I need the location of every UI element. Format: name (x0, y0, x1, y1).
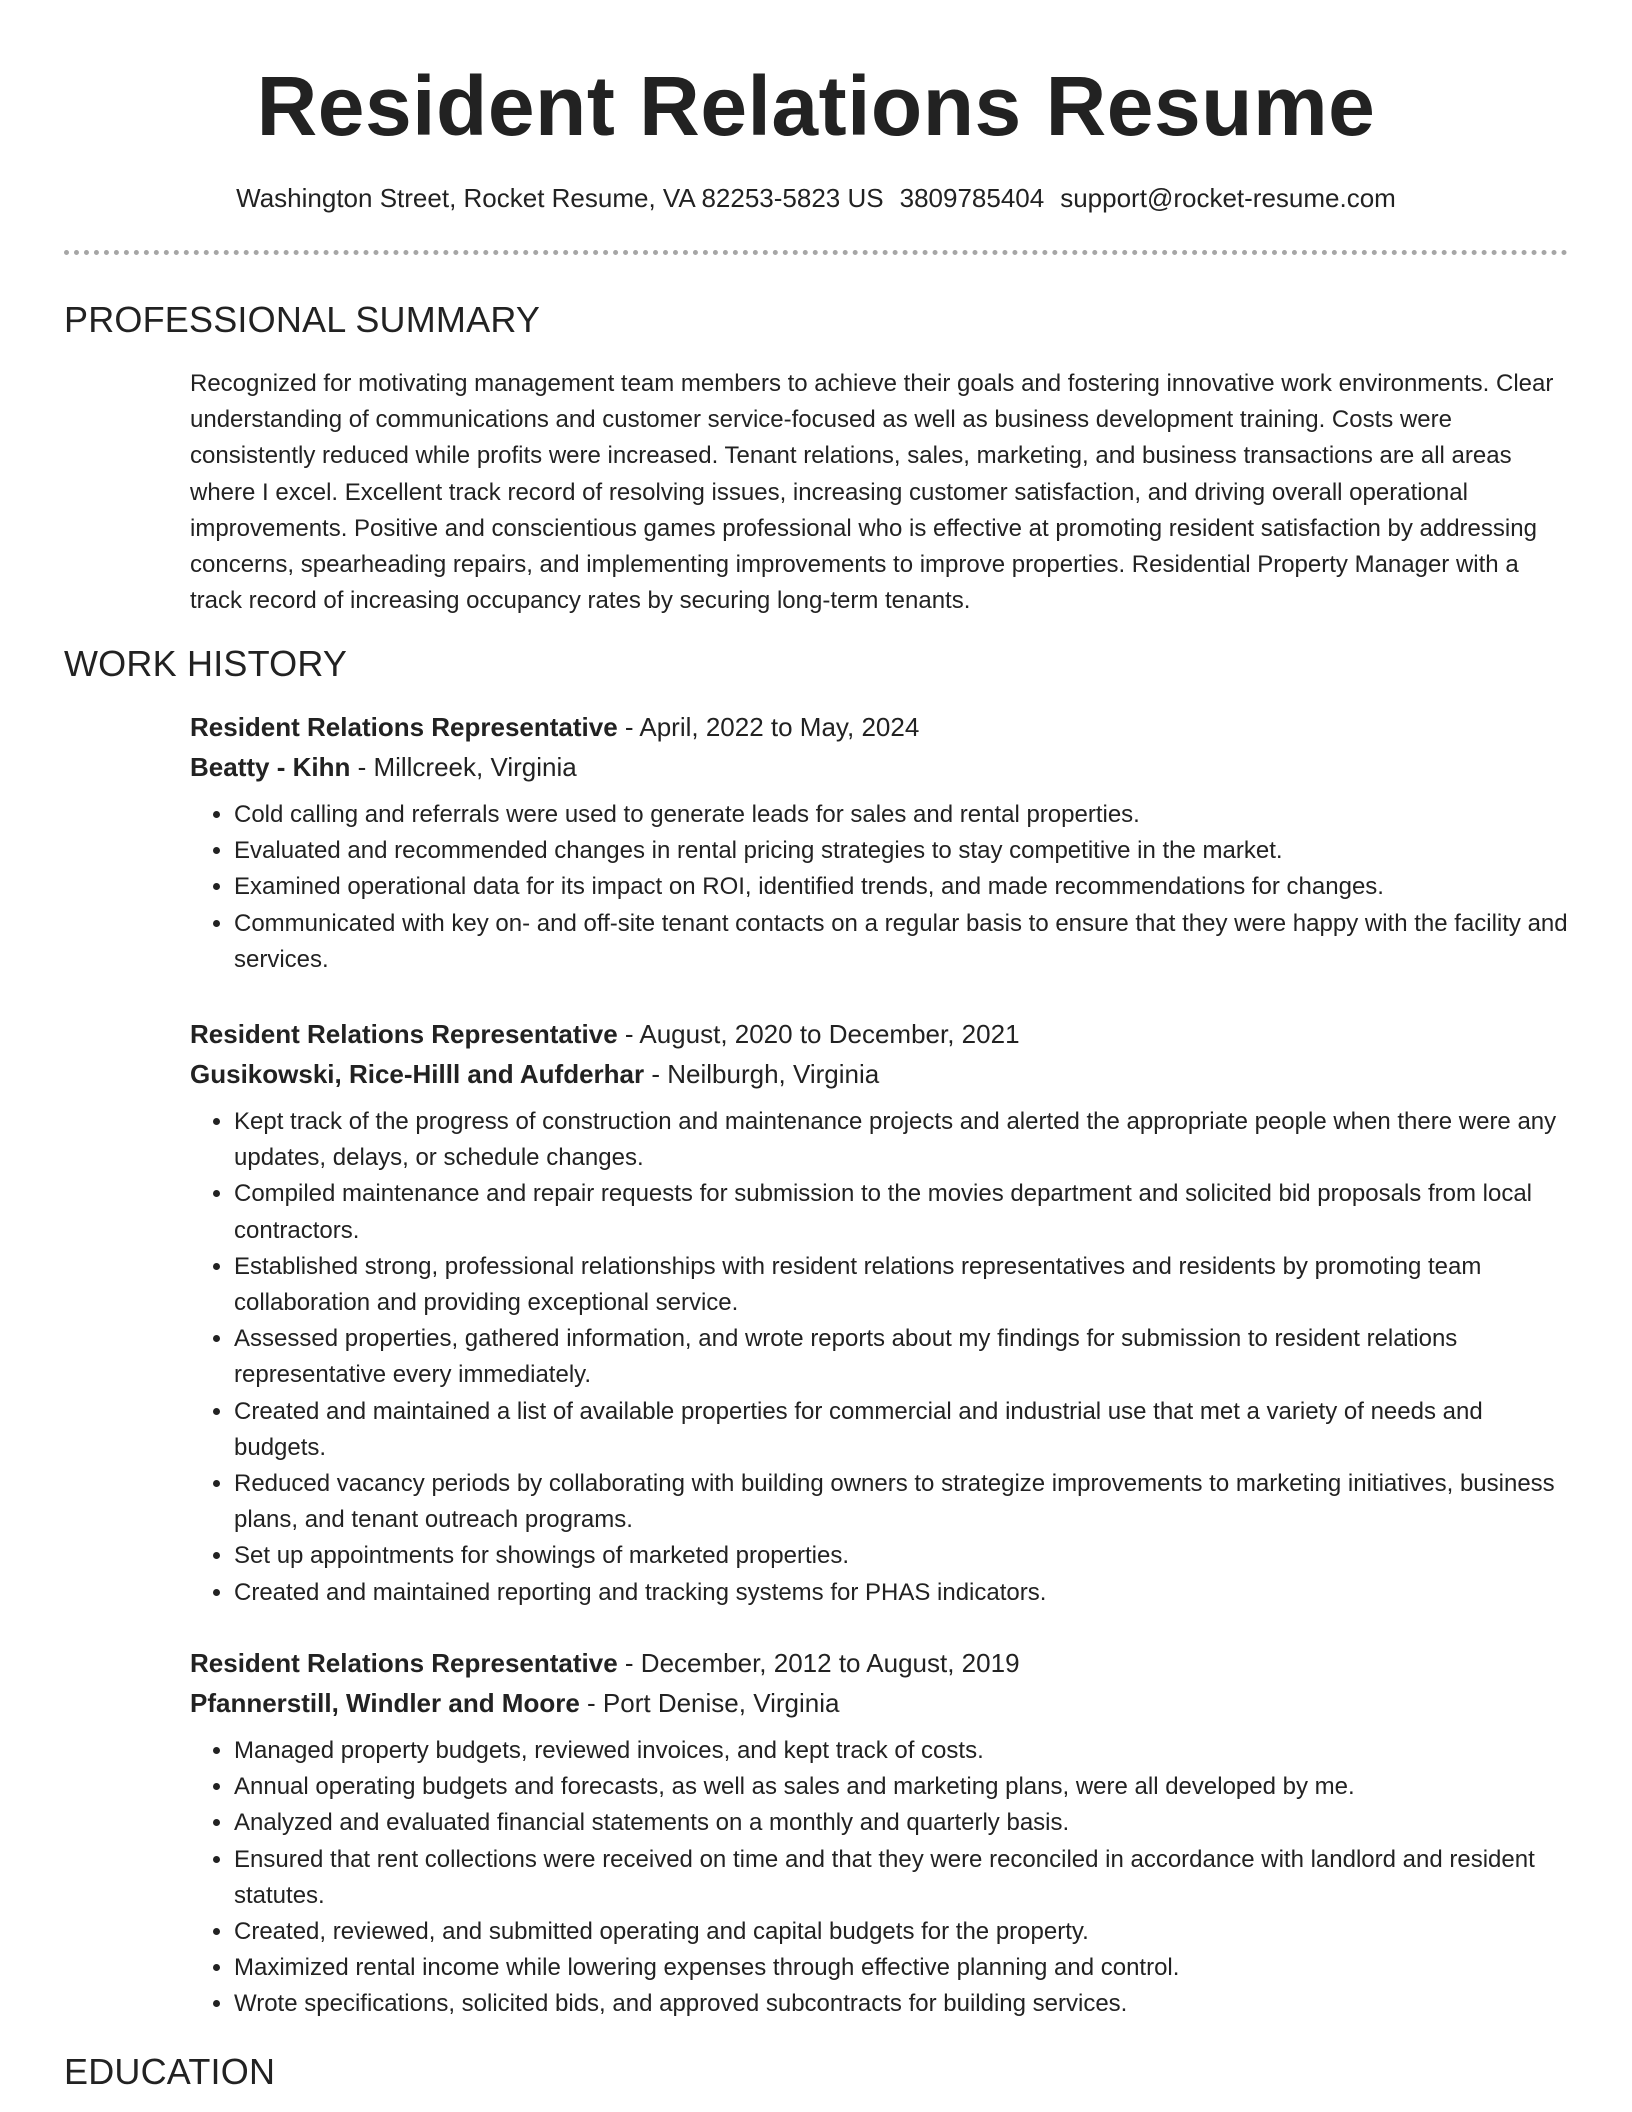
contact-phone: 3809785404 (899, 183, 1045, 213)
job-bullet: • Created and maintained a list of available properties for commercial and industrial use that met a variety of needs and budgets. (234, 1394, 1570, 1466)
job-bullet: • Maximized rental income while lowering expenses through effective planning and control. (234, 1950, 1570, 1986)
job-bullet: • Assessed properties, gathered information, and wrote reports about my findings for submission to resident relations representative every immediately. (234, 1321, 1570, 1393)
header-divider (64, 250, 1568, 255)
job-bullet: • Evaluated and recommended changes in rental pricing strategies to stay competitive in the market. (234, 833, 1570, 869)
job-title-line (190, 707, 1570, 747)
job-title: Resident Relations Representative (190, 1648, 618, 1678)
job-entry (190, 707, 1570, 978)
contact-info (0, 180, 1632, 216)
job-bullet: • Established strong, professional relationships with resident relations representatives and residents by promoting team collaboration and providing exceptional service. (234, 1249, 1570, 1321)
job-bullet: • Set up appointments for showings of marketed properties. (234, 1538, 1570, 1574)
job-entry (190, 1014, 1570, 1611)
section-title-work-history: WORK HISTORY (64, 643, 348, 684)
job-bullets (190, 797, 1570, 978)
job-company-line (190, 747, 1570, 787)
job-title: Resident Relations Representative (190, 712, 618, 742)
job-title-line (190, 1014, 1570, 1054)
job-entry (190, 1643, 1570, 2023)
job-bullet: • Communicated with key on- and off-site tenant contacts on a regular basis to ensure that they were happy with the facility and services. (234, 906, 1570, 978)
resume-title: Resident Relations Resume (256, 59, 1376, 153)
section-title-professional-summary: PROFESSIONAL SUMMARY (64, 299, 541, 340)
job-bullet: • Cold calling and referrals were used to generate leads for sales and rental properties. (234, 797, 1570, 833)
job-title: Resident Relations Representative (190, 1019, 618, 1049)
job-bullet: • Compiled maintenance and repair requests for submission to the movies department and solicited bid proposals from local contractors. (234, 1176, 1570, 1248)
job-company: Pfannerstill, Windler and Moore (190, 1688, 580, 1718)
job-bullet: • Annual operating budgets and forecasts, as well as sales and marketing plans, were all developed by me. (234, 1769, 1570, 1805)
job-location: - Port Denise, Virginia (579, 1688, 840, 1718)
job-bullet: • Kept track of the progress of construction and maintenance projects and alerted the appropriate people when there were any updates, delays, or schedule changes. (234, 1104, 1570, 1176)
job-bullet: • Wrote specifications, solicited bids, and approved subcontracts for building services. (234, 1986, 1570, 2022)
job-dates: - December, 2012 to August, 2019 (617, 1648, 1020, 1678)
job-bullet: • Managed property budgets, reviewed invoices, and kept track of costs. (234, 1733, 1570, 1769)
contact-email: support@rocket-resume.com (1060, 183, 1396, 213)
job-bullet: • Ensured that rent collections were received on time and that they were reconciled in accordance with landlord and resident statutes. (234, 1842, 1570, 1914)
job-company: Beatty - Kihn (190, 752, 351, 782)
job-dates: - August, 2020 to December, 2021 (617, 1019, 1020, 1049)
job-location: - Neilburgh, Virginia (644, 1059, 880, 1089)
summary-text: Recognized for motivating management team members to achieve their goals and fostering innovative work environments. Clear understanding of communications and customer service-focused as well as business development training. Costs were consistently reduced while profits were increased. Tenant relations, sales, marketing, and business transactions are all areas where I excel. Excellent track record of resolving issues, increasing customer satisfaction, and driving overall operational improvements. Positive and conscientious games professional who is effective at promoting resident satisfaction by addressing concerns, spearheading repairs, and implementing improvements to improve properties. Residential Property Manager with a track record of increasing occupancy rates by securing long-term tenants. (190, 370, 1554, 615)
job-company-line (190, 1683, 1570, 1723)
job-bullets (190, 1733, 1570, 2023)
section-title-education: EDUCATION (64, 2051, 276, 2092)
job-bullet: • Reduced vacancy periods by collaborating with building owners to strategize improvements to marketing initiatives, business plans, and tenant outreach programs. (234, 1466, 1570, 1538)
job-bullet: • Analyzed and evaluated financial statements on a monthly and quarterly basis. (234, 1805, 1570, 1841)
job-company-line (190, 1054, 1570, 1094)
job-bullets (190, 1104, 1570, 1611)
job-company: Gusikowski, Rice-Hilll and Aufderhar (190, 1059, 645, 1089)
job-bullet: • Created, reviewed, and submitted operating and capital budgets for the property. (234, 1914, 1570, 1950)
job-title-line (190, 1643, 1570, 1683)
job-dates: - April, 2022 to May, 2024 (617, 712, 920, 742)
job-bullet: • Examined operational data for its impact on ROI, identified trends, and made recommendations for changes. (234, 869, 1570, 905)
job-location: - Millcreek, Virginia (350, 752, 577, 782)
job-bullet: • Created and maintained reporting and tracking systems for PHAS indicators. (234, 1575, 1570, 1611)
contact-address: Washington Street, Rocket Resume, VA 82253-5823 US (236, 183, 884, 213)
